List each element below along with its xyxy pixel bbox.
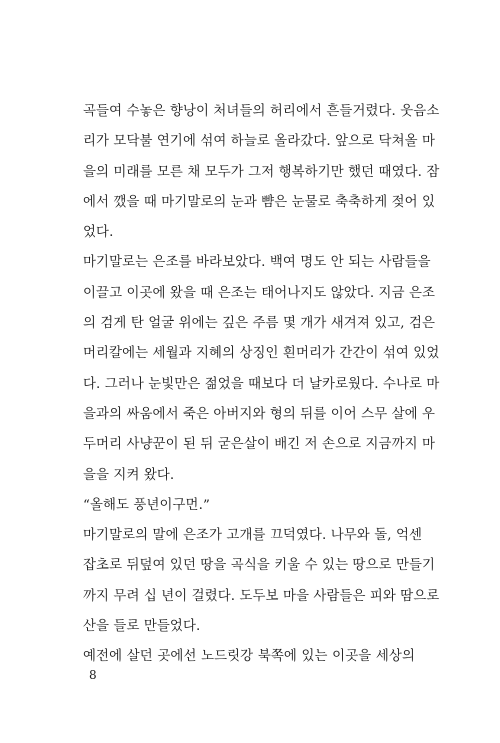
- text-line: 머리칼에는 세월과 지혜의 상징인 흰머리가 간간이 섞여 있었: [83, 346, 440, 362]
- text-line: 을의 미래를 모른 채 모두가 그저 행복하기만 했던 때였다. 잠: [83, 164, 440, 180]
- text-line: 곡들여 수놓은 향낭이 처녀들의 허리에서 흔들거렸다. 웃음소: [83, 104, 440, 119]
- text-line: 의 검게 탄 얼굴 위에는 깊은 주름 몇 개가 새겨져 있고, 검은: [83, 316, 436, 332]
- text-line: 었다.: [83, 225, 114, 241]
- text-line: 다. 그러나 눈빛만은 젊었을 때보다 더 날카로웠다. 수나로 마: [83, 376, 440, 392]
- text-line: 마기말로는 은조를 바라보았다. 백여 명도 안 되는 사람들을: [83, 255, 431, 271]
- page-number: 8: [89, 668, 97, 682]
- text-line: 까지 무려 십 년이 걸렸다. 도두보 마을 사람들은 피와 땀으로: [83, 588, 440, 604]
- text-line: 을을 지켜 왔다.: [83, 467, 175, 483]
- body-text: [83, 97, 440, 673]
- text-line: 리가 모닥불 연기에 섞여 하늘로 올라갔다. 앞으로 닥쳐올 마: [83, 134, 436, 150]
- text-line: 잡초로 뒤덮여 있던 땅을 곡식을 키울 수 있는 땅으로 만들기: [83, 558, 436, 574]
- text-line: 을과의 싸움에서 죽은 아버지와 형의 뒤를 이어 스무 살에 우: [83, 406, 436, 422]
- text-line: 산을 들로 만들었다.: [83, 619, 201, 635]
- text-line: 이끌고 이곳에 왔을 때 은조는 태어나지도 않았다. 지금 은조: [83, 285, 436, 301]
- text-line: 예전에 살던 곳에선 노드릿강 북쪽에 있는 이곳을 세상의: [83, 649, 415, 665]
- text-line: “올해도 풍년이구먼.”: [83, 497, 210, 513]
- text-line: 두머리 사냥꾼이 된 뒤 굳은살이 배긴 저 손으로 지금까지 마: [83, 437, 436, 453]
- text-line: 에서 깼을 때 마기말로의 눈과 뺨은 눈물로 축축하게 젖어 있: [83, 194, 436, 210]
- text-line: 마기말로의 말에 은조가 고개를 끄덕였다. 나무와 돌, 억센: [83, 528, 423, 544]
